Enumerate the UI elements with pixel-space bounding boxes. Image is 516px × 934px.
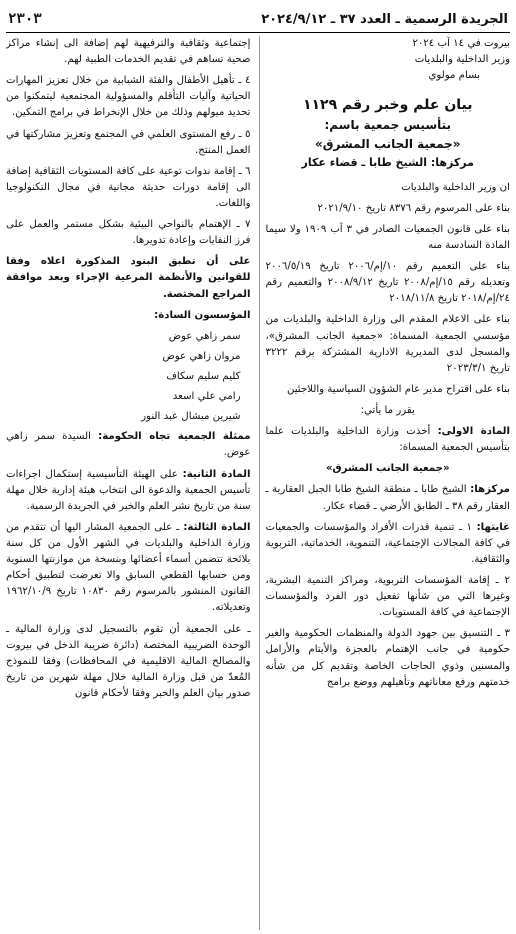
journal-title: الجريدة الرسمية ـ العدد ٣٧ ـ ٢٠٢٤/٩/١٢ bbox=[261, 11, 508, 27]
preamble-0: ان وزير الداخلية والبلديات bbox=[401, 181, 510, 193]
goal-3: ٣ ـ التنسيق بين جهود الدولة والمنظمات الحكومية والغير حكومية في جانب الإهتمام بالعجزة والأيتام والأرامل والمسنين وذوي الحاجات الخاصة وتقديم كل من شأنه خدمتهم ورفع معاناتهم وتأهيلهم ووضع برامج bbox=[265, 628, 510, 688]
article-1-text: أخذت وزارة الداخلية والبلديات علما بتأسيس الجمعية المسماة: bbox=[265, 426, 510, 454]
preamble-2: بناء على قانون الجمعيات الصادر في ٣ آب ١٩٠٩ ولا سيما المادة السادسة منه bbox=[265, 223, 510, 252]
goal-7: ٧ ـ الإهتمام بالنواحي البيئية بشكل مستمر والعمل على فرز النفايات وإعادة تدويرها. bbox=[6, 219, 251, 247]
goals-label: غايتها: bbox=[476, 521, 510, 533]
goal-4: ٤ ـ تأهيل الأطفال والفئة الشبابية من خلال تعزيز المهارات الحياتية وآليات التأقلم والمسؤولية المجتمعية ليتمكنوا من تحديد ميولهم وذلك من خلال الإنخراط في برامج التمكين. bbox=[6, 75, 251, 119]
notice-subtitle: بتأسيس جمعية باسم: bbox=[324, 118, 452, 133]
association-name-title: «جمعية الجانب المشرق» bbox=[314, 137, 461, 152]
representative-text: السيدة سمر زاهي عوض. bbox=[6, 431, 251, 459]
article-2-text: على الهيئة التأسيسية إستكمال اجراءات تأسيس الجمعية والدعوة الى انتخاب هيئة إدارية خلال مهلة سنة من تاريخ نشر العلم والخبر في الجريدة الرسمية. bbox=[6, 468, 251, 512]
center-clause bbox=[266, 482, 511, 514]
article-3-text: ـ على الجمعية المشار اليها أن تتقدم من وزارة الداخلية والبلديات في الشهر الأول من كل سنة بلائحة تتضمن أسماء أعضائها وبنسخة من موازنتها السنوية ومن حسابها القطعي السابق والا تعرضت لتطبيق أحكام القانون المنشور بالمرسوم رقم ١٠٨٣٠ تاريخ ١٩٦٢/١٠/٩ وتعديلاته. bbox=[6, 521, 251, 614]
goal-5: ٥ ـ رفع المستوى العلمي في المجتمع وتعزيز مشاركتها في العمل المنتج. bbox=[6, 128, 251, 156]
goal-2: ٢ ـ إقامة المؤسسات التربوية، ومراكز التنمية البشرية، وغيرها التي من شأنها تفعيل دور الفرد والمؤسسات الإجتماعية في كافة المستويات. bbox=[265, 575, 510, 619]
center-text: الشيخ طابا ـ منطقة الشيخ طابا الجبل العقارية ـ العقار رقم ٣٨ ـ الطابق الأرضي ـ قضاء عكار. bbox=[265, 484, 510, 512]
goal-6: ٦ ـ إقامة ندوات توعية على كافة المستويات الثقافية إضافة الى إقامة دورات حديثة مجانية في مجال التكنولوجيا واللغات. bbox=[6, 165, 251, 209]
founders-label: المؤسسون السادة: bbox=[154, 309, 251, 321]
right-column bbox=[259, 36, 511, 930]
article-3-label: المادة الثالثة: bbox=[183, 521, 251, 533]
left-column bbox=[6, 36, 251, 930]
founder-name: شيرين ميشال عبد النور bbox=[141, 411, 241, 423]
notice-title: بيان علم وخبر رقم ١١٢٩ bbox=[302, 97, 473, 114]
preamble-5: بناء على اقتراح مدير عام الشؤون السياسية واللاجئين bbox=[286, 383, 510, 395]
article-2 bbox=[6, 467, 251, 515]
founder-name: كليم سليم سكاف bbox=[166, 370, 241, 382]
article-1-label: المادة الاولى: bbox=[437, 426, 510, 438]
association-center-title: مركزها: الشيخ طابا ـ قضاء عكار bbox=[301, 156, 474, 170]
representative-clause bbox=[6, 429, 251, 461]
founder-name: سمر زاهي عوض bbox=[168, 330, 241, 342]
founder-name: مروان زاهي عوض bbox=[162, 350, 241, 362]
article-1 bbox=[266, 424, 511, 456]
page-header bbox=[6, 6, 510, 33]
signature-block bbox=[266, 36, 511, 84]
preamble-1: بناء على المرسوم رقم ٨٣٧٦ تاريخ ٢٠٢١/٩/١٠ bbox=[317, 202, 510, 214]
sig-office: وزير الداخلية والبلديات bbox=[414, 54, 510, 66]
representative-label: ممثلة الجمعية تجاه الحكومة: bbox=[98, 431, 251, 443]
article-2-label: المادة الثانية: bbox=[182, 468, 251, 480]
goals-clause bbox=[266, 520, 511, 568]
association-name: «جمعية الجانب المشرق» bbox=[325, 463, 450, 475]
goal-3-continued: إجتماعية وثقافية والترفيهية لهم إضافة الى إنشاء مراكز صحية تساهم في تقديم الخدمات الطبية لهم. bbox=[6, 38, 251, 66]
page-number: ٢٣٠٣ bbox=[8, 11, 42, 27]
center-label: مركزها: bbox=[470, 484, 510, 496]
article-3 bbox=[6, 520, 251, 617]
founders-list bbox=[6, 329, 251, 426]
preamble-4: بناء على الاعلام المقدم الى وزارة الداخلية والبلديات من مؤسسي الجمعية المسماة: «جمعية الجانب المشرق»، والمسجل لدى المديرية الادارية المشتركة برقم ٣٢٢٢ تاريخ ٢٠٢٣/٣/١ bbox=[265, 314, 510, 374]
preamble-3: بناء على التعميم رقم ١٠/إم/٢٠٠٦ تاريخ ٢٠٠٦/٥/١٩ وتعديله رقم ١٥/إم/٢٠٠٨ تاريخ ٢٠٠٨/٩/١٢ والتعميم رقم ٢٤/إم/٢٠١٨ تاريخ ٢٠١٨/١١/٨ bbox=[265, 261, 510, 305]
columns bbox=[6, 36, 510, 930]
sig-name: بسام مولوي bbox=[428, 70, 480, 82]
tax-registration-clause: ـ على الجمعية أن تقوم بالتسجيل لدى وزارة المالية ـ الوحدة الضريبية المختصة (دائرة ضريبة الدخل في بيروت والمصالح المالية الاقليمية في المحافظات) وفقا للنموذج المُعدّ من قبل وزارة المالية خلال مهلة شهرين من تاريخ صدور بيان العلم والخبر وفقا لأحكام قانون bbox=[6, 623, 251, 699]
founder-name: رامي علي اسعد bbox=[172, 391, 241, 403]
decision-label: يقرر ما يأتي: bbox=[360, 405, 415, 417]
goals-text: ١ ـ تنمية قدرات الأفراد والمؤسسات والجمعيات في كافة المجالات الإجتماعية، التنموية، الخدماتية، التربوية والثقافية. bbox=[265, 521, 510, 565]
compliance-clause: على أن تطبق البنود المذكورة اعلاه وفقا للقوانين والأنظمة المرعية الإجراء وبعد موافقة المراجع المختصة. bbox=[6, 256, 251, 300]
sig-date: بيروت في ١٤ آب ٢٠٢٤ bbox=[412, 38, 510, 49]
